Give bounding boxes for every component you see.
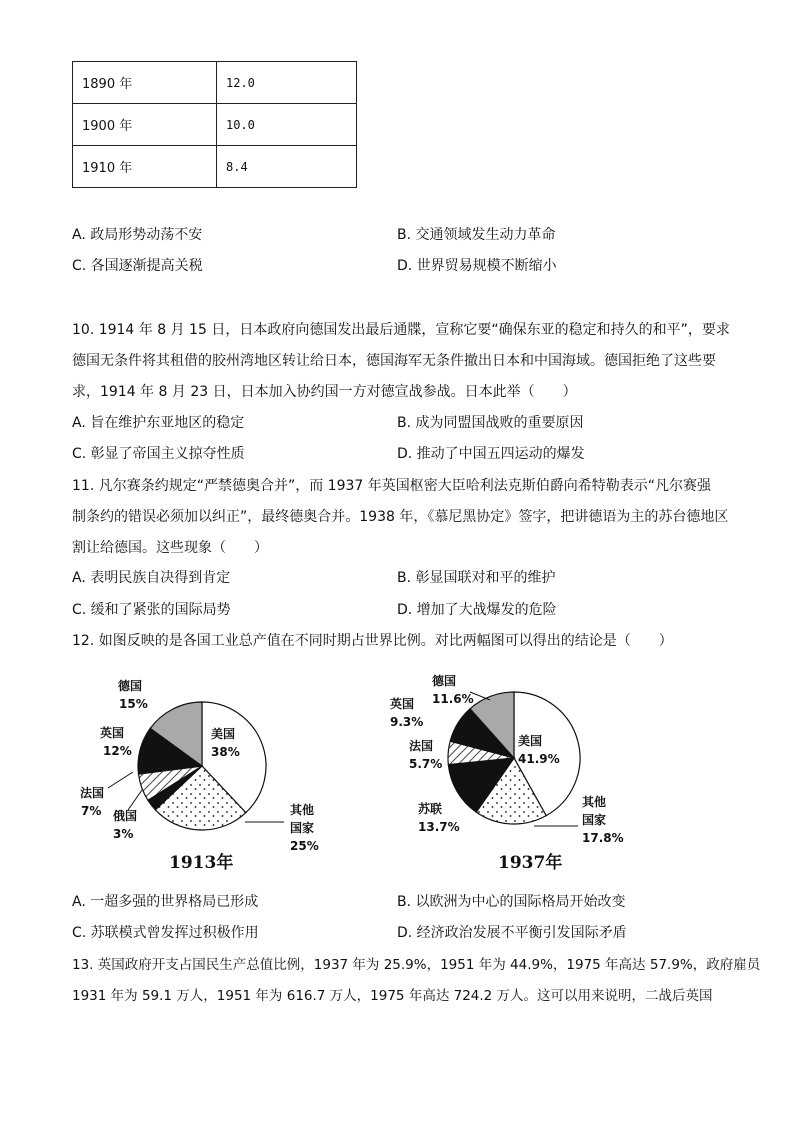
pie-1937-label-ussr-value: 13.7% bbox=[418, 820, 460, 834]
pie-chart-1913 bbox=[138, 702, 266, 830]
pie-1913-leader-france bbox=[108, 772, 133, 788]
q12-option-a[interactable]: A. 一超多强的世界格局已形成 bbox=[72, 894, 259, 910]
pie-1913-label-other-name2: 国家 bbox=[290, 821, 315, 835]
pie-1913-label-russia-value: 3% bbox=[113, 827, 134, 841]
q11-option-b[interactable]: B. 彰显国联对和平的维护 bbox=[397, 570, 556, 586]
q11-option-c[interactable]: C. 缓和了紧张的国际局势 bbox=[72, 602, 231, 618]
pie-1937-label-germany-name: 德国 bbox=[432, 674, 457, 688]
pie-1937-label-usa-value: 41.9% bbox=[518, 752, 560, 766]
pie-1937-label-other-name2: 国家 bbox=[582, 813, 607, 827]
q11-option-d[interactable]: D. 增加了大战爆发的危险 bbox=[397, 602, 557, 618]
q9-option-a[interactable]: A. 政局形势动荡不安 bbox=[72, 227, 203, 243]
pie-1937-label-other-value: 17.8% bbox=[582, 831, 624, 845]
pie-1913-title: 1913年 bbox=[169, 853, 234, 873]
table-cell-value: 10.0 bbox=[217, 104, 357, 146]
table-row bbox=[73, 62, 357, 104]
pie-1913-label-other-value: 25% bbox=[290, 839, 319, 853]
pie-1937-label-other-name: 其他 bbox=[582, 795, 607, 809]
table-row bbox=[73, 104, 357, 146]
q10-stem-line2: 德国无条件将其租借的胶州湾地区转让给日本，德国海军无条件撤出日本和中国海域。德国拒绝了这些要 bbox=[72, 353, 716, 369]
q13-stem-line1: 13. 英国政府开支占国民生产总值比例，1937 年为 25.9%，1951 年为 44.9%，1975 年高达 57.9%，政府雇员 bbox=[72, 957, 761, 973]
q11-stem-line2: 制条约的错误必须加以纠正”，最终德奥合并。1938 年，《慕尼黑协定》签字，把讲德语为主的苏台德地区 bbox=[72, 509, 729, 525]
q11-option-a[interactable]: A. 表明民族自决得到肯定 bbox=[72, 570, 231, 586]
q9-option-c[interactable]: C. 各国逐渐提高关税 bbox=[72, 258, 203, 274]
pie-1913-label-france-name: 法国 bbox=[80, 786, 105, 800]
pie-1913-label-other-name: 其他 bbox=[290, 803, 315, 817]
table-cell-year: 1910 年 bbox=[73, 146, 217, 188]
pie-1937-label-france-name: 法国 bbox=[409, 739, 434, 753]
pie-1913-label-germany-name: 德国 bbox=[118, 679, 143, 693]
data-table bbox=[72, 61, 357, 188]
q12-option-d[interactable]: D. 经济政治发展不平衡引发国际矛盾 bbox=[397, 925, 627, 941]
pie-1913-leader-russia bbox=[128, 790, 142, 810]
q11-stem-line3: 割让给德国。这些现象（ ） bbox=[72, 540, 268, 556]
q9-option-d[interactable]: D. 世界贸易规模不断缩小 bbox=[397, 258, 557, 274]
q11-stem-line1: 11. 凡尔赛条约规定“严禁德奥合并”，而 1937 年英国枢密大臣哈利法克斯伯爵向希特勒表示“凡尔赛强 bbox=[72, 478, 712, 494]
table-row bbox=[73, 146, 357, 188]
q10-option-a[interactable]: A. 旨在维护东亚地区的稳定 bbox=[72, 415, 245, 431]
table-cell-value: 8.4 bbox=[217, 146, 357, 188]
table-cell-year: 1900 年 bbox=[73, 104, 217, 146]
table-cell-value: 12.0 bbox=[217, 62, 357, 104]
q10-stem-line1: 10. 1914 年 8 月 15 日，日本政府向德国发出最后通牒，宣称它要“确保东亚的稳定和持久的和平”，要求 bbox=[72, 322, 730, 338]
pie-charts-figure bbox=[0, 660, 794, 880]
pie-1913-label-germany-value: 15% bbox=[119, 697, 148, 711]
q10-option-d[interactable]: D. 推动了中国五四运动的爆发 bbox=[397, 446, 585, 462]
pie-1937-label-usa-name: 美国 bbox=[518, 734, 543, 748]
pie-1913-label-uk-value: 12% bbox=[103, 744, 132, 758]
pie-1937-label-france-value: 5.7% bbox=[409, 757, 443, 771]
table-cell-year: 1890 年 bbox=[73, 62, 217, 104]
pie-1937-label-germany-value: 11.6% bbox=[432, 692, 474, 706]
pie-1937-label-uk-name: 英国 bbox=[390, 697, 415, 711]
q12-stem-line1: 12. 如图反映的是各国工业总产值在不同时期占世界比例。对比两幅图可以得出的结论是（ ） bbox=[72, 633, 673, 649]
pie-1913-label-france-value: 7% bbox=[81, 804, 102, 818]
q12-option-c[interactable]: C. 苏联模式曾发挥过积极作用 bbox=[72, 925, 259, 941]
pie-1937-label-uk-value: 9.3% bbox=[390, 715, 424, 729]
pie-1913-label-usa-name: 美国 bbox=[211, 727, 236, 741]
pie-1937-label-ussr-name: 苏联 bbox=[418, 802, 443, 816]
q9-option-b[interactable]: B. 交通领域发生动力革命 bbox=[397, 227, 556, 243]
q12-option-b[interactable]: B. 以欧洲为中心的国际格局开始改变 bbox=[397, 894, 626, 910]
pie-1913-label-uk-name: 英国 bbox=[100, 726, 125, 740]
q13-stem-line2: 1931 年为 59.1 万人，1951 年为 616.7 万人，1975 年高达 724.2 万人。这可以用来说明，二战后英国 bbox=[72, 988, 713, 1004]
q10-stem-line3: 求，1914 年 8 月 23 日，日本加入协约国一方对德宣战参战。日本此举（ ） bbox=[72, 384, 577, 400]
q10-option-c[interactable]: C. 彰显了帝国主义掠夺性质 bbox=[72, 446, 245, 462]
q10-option-b[interactable]: B. 成为同盟国战败的重要原因 bbox=[397, 415, 584, 431]
pie-1937-title: 1937年 bbox=[498, 853, 563, 873]
pie-1913-label-russia-name: 俄国 bbox=[113, 809, 138, 823]
pie-1913-label-usa-value: 38% bbox=[211, 745, 240, 759]
pie-chart-1937 bbox=[448, 692, 580, 824]
